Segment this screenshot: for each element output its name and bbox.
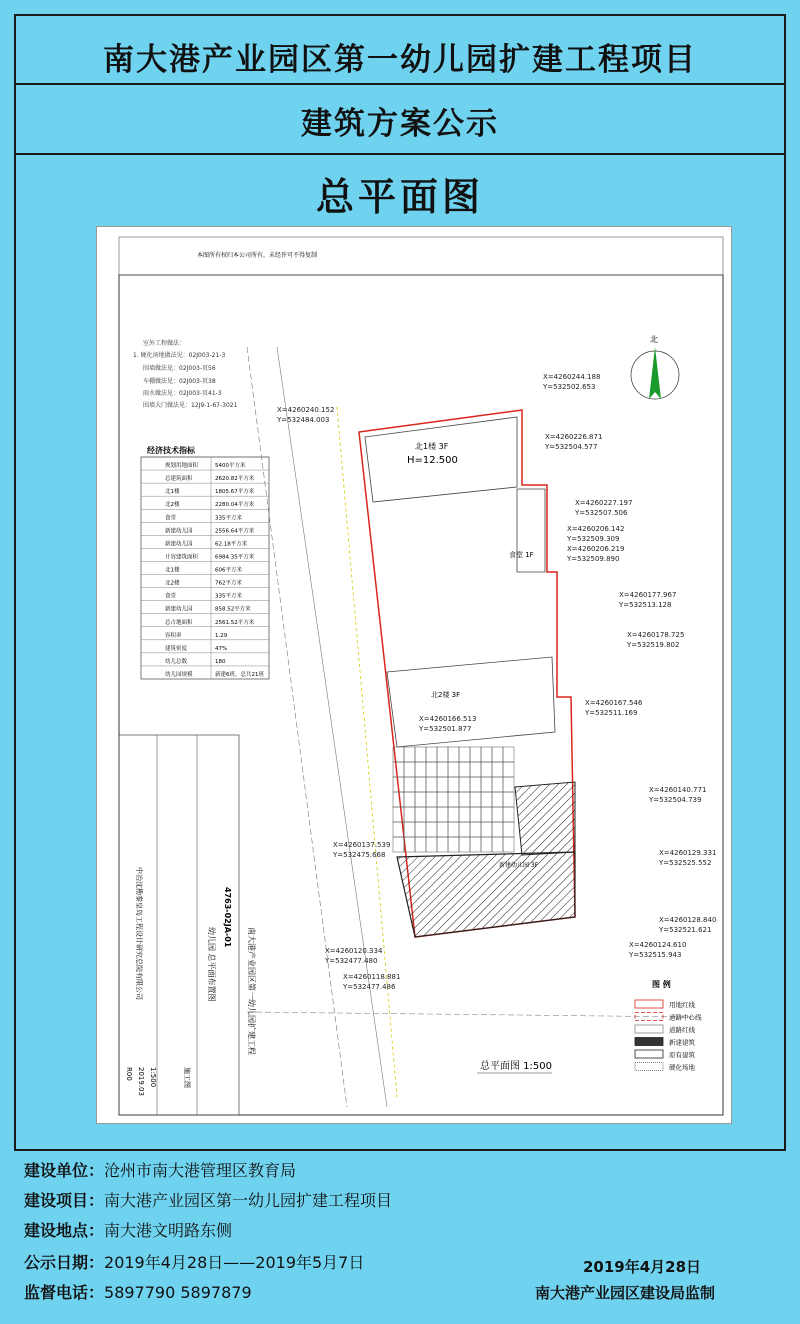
table-row-value: 62.18平方米 [215, 541, 248, 548]
paving-tile [448, 837, 459, 852]
coordinate-label: Y=532513.128 [619, 601, 672, 609]
paving-tile [437, 777, 448, 792]
table-row-value: 762平方米 [215, 580, 242, 587]
table-row-label: 容积率 [165, 632, 182, 639]
paving-tile [437, 837, 448, 852]
coordinate-label: X=4260178.725 [627, 631, 685, 639]
footer-phone [24, 1280, 252, 1303]
paving-tile [404, 807, 415, 822]
paving-tile [492, 747, 503, 762]
paving-tile [415, 792, 426, 807]
tb-stage: 施工图 [183, 1067, 191, 1088]
coordinate-label: X=4260137.539 [333, 841, 391, 849]
legend-label: 用地红线 [669, 1001, 695, 1009]
table-row-label: 新建幼儿园 [165, 541, 193, 548]
coordinate-label: X=4260226.871 [545, 433, 603, 441]
legend-label: 道路中心线 [669, 1013, 702, 1022]
note-2: 围墙做法见：02J003-页56 [143, 365, 216, 372]
coordinate-label: Y=532484.003 [277, 416, 330, 424]
table-row-value: 47% [215, 645, 228, 652]
coordinate-label: X=4260167.546 [585, 699, 643, 707]
footer-project [24, 1188, 392, 1211]
title-block [119, 735, 257, 1115]
plan-title: 总平面图 [315, 175, 484, 219]
table-row-value: 5400平方米 [215, 463, 246, 470]
paving-tile [492, 762, 503, 777]
tb-code: R00 [125, 1067, 133, 1081]
coordinate-label: X=4260177.967 [619, 591, 677, 599]
footer-period-value: 2019年4月28日——2019年5月7日 [104, 1253, 365, 1272]
paving-tile [426, 777, 437, 792]
coordinate-label: X=4260118.881 [343, 973, 401, 981]
tb-scale: 1:500 [149, 1067, 157, 1088]
footer-unit-value: 沧州市南大港管理区教育局 [104, 1161, 297, 1180]
table-row-value: 1805.67平方米 [215, 489, 255, 496]
paving-tile [404, 762, 415, 777]
new-kindergarten-building [397, 852, 575, 937]
coordinate-label: X=4260140.771 [649, 786, 707, 794]
coordinate-label: Y=532525.552 [659, 859, 712, 867]
coordinate-label: Y=532519.802 [627, 641, 680, 649]
paving-tile [503, 747, 514, 762]
legend [635, 979, 702, 1072]
paving-tile [503, 807, 514, 822]
table-row-value: 180 [215, 658, 226, 665]
road-red-line-south [247, 1012, 697, 1017]
table-row-value: 606平方米 [215, 567, 242, 574]
footer-location-label: 建设地点： [24, 1221, 105, 1240]
paving-tile [481, 822, 492, 837]
legend-swatch [635, 1050, 663, 1058]
poster-title-line2: 建筑方案公示 [301, 106, 499, 142]
table-row-value: 6984.35平方米 [215, 554, 255, 561]
paving-tile [459, 807, 470, 822]
table-row-label: 幼儿园规模 [165, 672, 193, 678]
paving-tile [426, 837, 437, 852]
coordinate-label: Y=532477.486 [343, 983, 396, 991]
paving-tile [404, 822, 415, 837]
legend-label: 硬化场地 [669, 1063, 695, 1072]
table-row-label: 食堂 [165, 593, 177, 600]
coordinate-label: Y=532475.668 [333, 851, 386, 859]
table-row-label: 规划用地面积 [165, 463, 199, 470]
paving-tile [415, 747, 426, 762]
tb-date: 2019.03 [137, 1067, 145, 1096]
paving-tile [481, 762, 492, 777]
table-row-label: 新建幼儿园 [165, 528, 193, 535]
paving-tile [404, 792, 415, 807]
table-row-value: 2561.52平方米 [215, 619, 255, 626]
bldg-north2-label: 北2楼 3F [431, 691, 461, 699]
table-row-value: 1.29 [215, 632, 228, 639]
paving-tile [481, 837, 492, 852]
paving-tile [481, 747, 492, 762]
paving-tile [470, 747, 481, 762]
paving-tile [459, 777, 470, 792]
table-row-label: 总占地面积 [165, 619, 193, 626]
legend-swatch [635, 1025, 663, 1033]
paving-tile [492, 822, 503, 837]
coordinate-label: X=4260128.840 [659, 916, 717, 924]
paving-tile [492, 792, 503, 807]
economic-table [141, 445, 269, 679]
paving-tile [415, 822, 426, 837]
paving-tile [503, 822, 514, 837]
coordinate-label: Y=532504.739 [649, 796, 702, 804]
new-kindergarten-wing [515, 782, 575, 855]
note-5: 围墙大门做法见：12J9-1-67-3021 [143, 402, 238, 409]
table-row-label: 食堂 [165, 515, 177, 522]
legend-label: 新建建筑 [669, 1038, 695, 1047]
legend-label: 原有建筑 [669, 1051, 695, 1059]
table-row-value: 335平方米 [215, 515, 242, 522]
table-row-label: 总建筑面积 [165, 476, 193, 483]
paving-tile [470, 807, 481, 822]
notes-title: 室外工程做法： [143, 340, 186, 347]
paving-tile [503, 792, 514, 807]
legend-label: 道路红线 [669, 1026, 695, 1034]
paving-tile [459, 762, 470, 777]
coordinate-label: Y=532504.577 [545, 443, 598, 451]
coordinate-label: Y=532477.480 [325, 957, 378, 965]
paving-tile [503, 837, 514, 852]
paving-tile [492, 807, 503, 822]
table-row-label: 建筑密度 [165, 645, 188, 652]
bldg-north1-label: 北1楼 3F [415, 442, 449, 451]
footer-period [24, 1250, 364, 1273]
note-1: 1. 硬化场地做法见：02J003-21-3 [133, 352, 226, 359]
existing-building-north2 [387, 657, 555, 747]
legend-title: 图 例 [652, 980, 671, 989]
paving-tile [415, 837, 426, 852]
table-row-label: 北1楼 [165, 489, 180, 496]
table-row-label: 北2楼 [165, 502, 180, 509]
paving-tile [470, 777, 481, 792]
title-divider-2 [16, 153, 784, 155]
paving-tile [459, 837, 470, 852]
paving-tile [459, 822, 470, 837]
footer-project-value: 南大港产业园区第一幼儿园扩建工程项目 [104, 1191, 393, 1210]
paving-tile [481, 807, 492, 822]
paving-tile [503, 777, 514, 792]
copyright-note: 本图所有权归本公司所有，未经许可不得复制 [197, 252, 318, 259]
table-row-label: 新建幼儿园 [165, 606, 193, 613]
paving-tile [470, 792, 481, 807]
footer-phone-value: 5897790 5897879 [104, 1283, 252, 1302]
table-row-value: 2620.82平方米 [215, 476, 255, 483]
paving-tile [426, 822, 437, 837]
legend-swatch [635, 1000, 663, 1008]
table-row-value: 2556.64平方米 [215, 528, 255, 535]
table-row-value: 2280.04平方米 [215, 502, 255, 509]
coordinate-label: X=4260227.197 [575, 499, 633, 507]
paving-tile [415, 807, 426, 822]
paving-tile [437, 822, 448, 837]
bldg-new-label: 新建幼儿园 3F [499, 862, 539, 869]
paving-tile [426, 747, 437, 762]
legend-items [635, 1000, 702, 1072]
footer-location [24, 1218, 232, 1241]
paving-tile [448, 822, 459, 837]
footer-period-label: 公示日期： [24, 1253, 105, 1272]
table-title: 经济技术指标 [147, 446, 195, 455]
paving-tile [437, 792, 448, 807]
footer-location-value: 南大港文明路东侧 [104, 1221, 233, 1240]
table-row-value: 新建6班，总共21班 [215, 672, 264, 678]
legend-swatch [635, 1063, 663, 1071]
paving-tile [426, 762, 437, 777]
table-row-value: 858.52平方米 [215, 606, 251, 613]
coordinate-label: Y=532509.890 [567, 555, 620, 563]
tb-drawing: 幼儿园 总平面布置图 [207, 927, 216, 1002]
paving-tile [404, 777, 415, 792]
tb-company: 中冶沈勘秦皇岛工程设计研究总院有限公司 [135, 867, 143, 1000]
plan-caption: 总平面图 1:500 [480, 1061, 552, 1072]
bldg-north1-height: H=12.500 [407, 455, 458, 466]
coordinate-label: Y=532521.621 [659, 926, 712, 934]
paving-tile [503, 762, 514, 777]
coordinate-label: Y=532511.169 [585, 709, 638, 717]
coordinate-label: Y=532509.309 [567, 535, 620, 543]
paving-tile [393, 762, 404, 777]
title-divider-1 [16, 83, 784, 85]
paving-tile [470, 822, 481, 837]
paving-tile [470, 762, 481, 777]
coordinate-label: X=4260120.334 [325, 947, 383, 955]
coordinate-label: X=4260206.219 [567, 545, 625, 553]
paving-tile [492, 837, 503, 852]
hard-paved-area [393, 747, 514, 852]
paving-tile [492, 777, 503, 792]
note-4: 雨水做法见：02J003-页41-3 [143, 390, 222, 397]
coordinate-label: X=4260240.152 [277, 406, 335, 414]
coordinate-label: Y=532515.943 [629, 951, 682, 959]
coordinate-label: Y=532501.877 [419, 725, 472, 733]
site-plan-drawing [96, 226, 732, 1124]
paving-tile [470, 837, 481, 852]
footer-unit [24, 1158, 296, 1181]
existing-canteen [517, 489, 545, 572]
paving-tile [437, 762, 448, 777]
table-row-label: 计容建筑面积 [165, 554, 199, 561]
legend-swatch [635, 1038, 663, 1046]
table-row-label: 北1楼 [165, 567, 180, 574]
table-rows [141, 457, 269, 679]
table-row-label: 幼儿总数 [165, 658, 188, 665]
outdoor-notes [133, 339, 238, 409]
table-row-value: 335平方米 [215, 593, 242, 600]
footer-phone-label: 监督电话： [24, 1283, 105, 1302]
note-3: 车棚做法见：02J003-页38 [143, 378, 216, 385]
bldg-canteen-label: 食堂 1F [509, 551, 534, 559]
site-plan-svg [97, 227, 733, 1125]
poster-title-line1: 南大港产业园区第一幼儿园扩建工程项目 [103, 42, 697, 78]
footer-sign-org: 南大港产业园区建设局监制 [535, 1284, 716, 1302]
north-arrow [631, 334, 679, 399]
coordinate-label: X=4260244.188 [543, 373, 601, 381]
paving-tile [481, 777, 492, 792]
coordinate-label: X=4260124.610 [629, 941, 687, 949]
paving-tile [448, 777, 459, 792]
paving-tile [415, 777, 426, 792]
footer-sign-date: 2019年4月28日 [583, 1258, 702, 1276]
paving-tile [459, 747, 470, 762]
tb-number: 4763-02JA-01 [223, 887, 232, 948]
coordinate-label: X=4260206.142 [567, 525, 625, 533]
paving-tile [481, 792, 492, 807]
paving-tile [448, 807, 459, 822]
paving-tile [437, 807, 448, 822]
paving-tile [448, 762, 459, 777]
north-label: 北 [650, 335, 658, 344]
paving-tile [426, 807, 437, 822]
coordinate-label: Y=532502.653 [543, 383, 596, 391]
table-row-label: 北2楼 [165, 580, 180, 587]
coordinate-label: X=4260166.513 [419, 715, 477, 723]
paving-tile [437, 747, 448, 762]
tb-project: 南大港产业园区第一幼儿园扩建工程 [247, 927, 256, 1055]
paving-tile [393, 837, 404, 852]
paving-tile [448, 747, 459, 762]
paving-tile [426, 792, 437, 807]
paving-tile [459, 792, 470, 807]
paving-tile [415, 762, 426, 777]
coordinate-label: X=4260129.331 [659, 849, 717, 857]
footer-project-label: 建设项目： [24, 1191, 105, 1210]
paving-tile [404, 747, 415, 762]
paving-tile [448, 792, 459, 807]
footer-unit-label: 建设单位： [24, 1161, 105, 1180]
coordinate-label: Y=532507.506 [575, 509, 628, 517]
